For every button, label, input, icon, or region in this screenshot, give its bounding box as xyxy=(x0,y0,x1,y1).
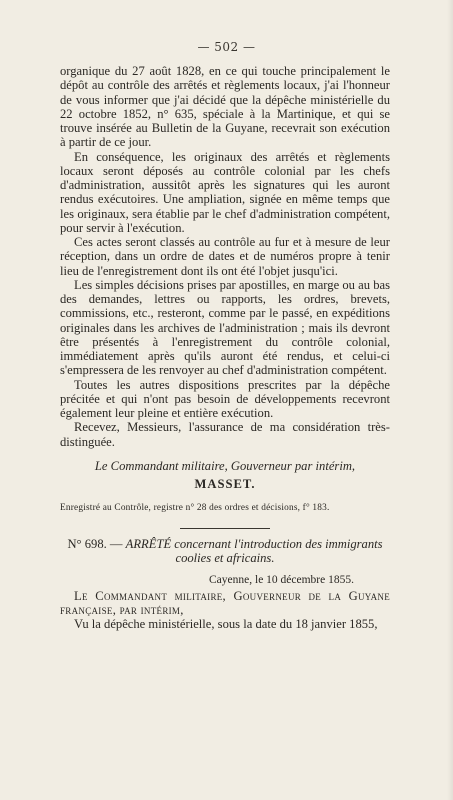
paragraph: Les simples décisions prises par apostilles, en marge ou au bas des demandes, lettres ou rapports, les ordres, brevets, commissions, etc., resteront, comme par le passé, en expéditions originales dans les archives de l'administration ; mais ils devront être présentés à l'enregistrement du contrôle colonial, immédiatement après qu'ils auront été rendus, et celui-ci s'empressera de les renvoyer au chef d'administration compétent. xyxy=(60,277,390,378)
decree-preamble: Le Commandant militaire, Gouverneur de la Guyane française, par intérim, xyxy=(60,588,390,617)
body-text xyxy=(60,64,390,632)
paragraph: Recevez, Messieurs, l'assurance de ma considération très-distinguée. xyxy=(60,420,390,449)
registry-note: Enregistré au Contrôle, registre n° 28 des ordres et décisions, f° 183. xyxy=(60,503,330,514)
section-divider xyxy=(180,528,270,529)
paragraph: organique du 27 août 1828, en ce qui touche principalement le dépôt au contrôle des arrêtés et règlements locaux, j'ai l'honneur de vous informer que j'ai décidé que la dépêche ministérielle du 22 octobre 1852, n° 635, spéciale à la Martinique, et qui se trouve insérée au Bulletin de la Guyane, recevrait son exécution à partir de ce jour. xyxy=(60,64,390,150)
page-edge-shadow xyxy=(447,0,453,800)
signature-name: MASSET. xyxy=(194,477,256,491)
paragraph: Ces actes seront classés au contrôle au fur et à mesure de leur réception, dans un ordre de dates et de numéros propre à tenir lieu de l'enregistrement dont ils ont été l'objet jusqu'ici. xyxy=(60,235,390,278)
decree-considering: Vu la dépêche ministérielle, sous la date du 18 janvier 1855, xyxy=(74,617,378,632)
page-number: — 502 — xyxy=(197,40,256,54)
decree-number: N° 698. — xyxy=(67,536,123,551)
signature-title: Le Commandant militaire, Gouverneur par intérim, xyxy=(94,458,356,473)
paragraph: En conséquence, les originaux des arrêtés et règlements locaux seront déposés au contrôle colonial par les chefs d'administration, aussitôt après les signatures qui les auront rendus exécutoires. Une ampliation, signée en même temps que les originaux, sera établie par le chef d'administration compétent, pour servir à l'exécution. xyxy=(60,149,390,235)
paragraph: Toutes les autres dispositions prescrites par la dépêche précitée et qui n'ont pas besoin de développements recevront également leur pleine et entière exécution. xyxy=(60,377,390,420)
decree-title: ARRÊTÉ concernant l'introduction des immigrants coolies et africains. xyxy=(125,536,383,565)
decree-heading xyxy=(60,537,390,565)
decree-place-date: Cayenne, le 10 décembre 1855. xyxy=(209,573,354,586)
